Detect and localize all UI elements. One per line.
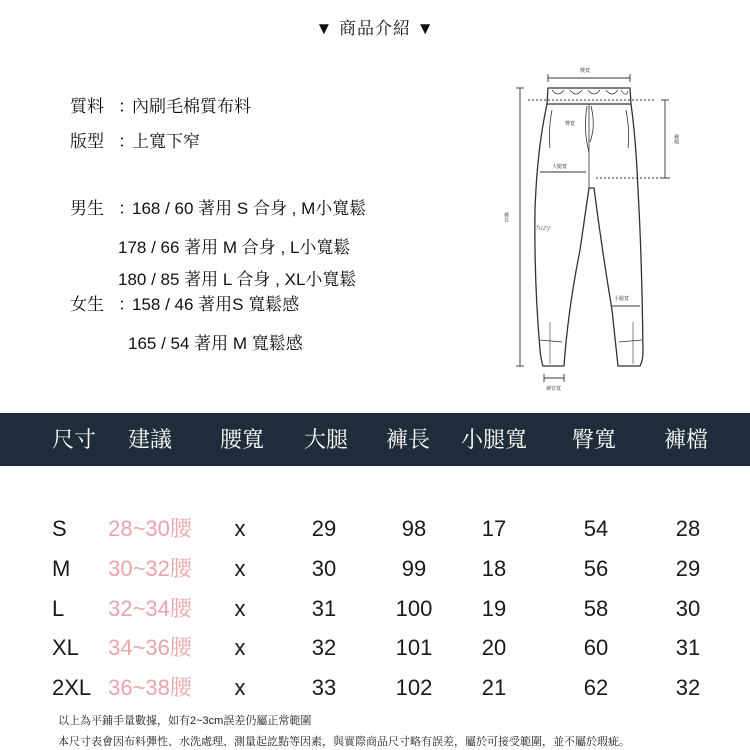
women-fit-2: 165 / 54 著用 M 寬鬆感 xyxy=(128,334,303,353)
cell-waist: x xyxy=(234,596,246,621)
cell-size: S xyxy=(52,516,67,541)
table-row xyxy=(0,630,750,666)
note-1: 以上為平鋪手量數據，如有2~3cm誤差仍屬正常範圍 xyxy=(58,715,312,727)
cut-label: 版型 xyxy=(70,132,104,151)
cell-size: M xyxy=(52,556,71,581)
diagram-thigh-label: 大腿寬 xyxy=(552,164,568,170)
header-waist: 腰寬 xyxy=(219,427,265,452)
cell-thigh: 33 xyxy=(311,675,337,700)
cut-line xyxy=(70,133,200,150)
men-label: 男生 xyxy=(70,199,104,218)
diagram-watermark: fuzy xyxy=(536,224,551,232)
size-table-header xyxy=(0,413,750,466)
cell-length: 101 xyxy=(395,635,433,660)
header-thigh: 大腿 xyxy=(303,427,349,452)
material-line xyxy=(70,98,251,115)
header-rise: 褲檔 xyxy=(663,427,709,452)
cell-thigh: 31 xyxy=(311,596,337,621)
women-line-1 xyxy=(70,296,299,313)
cell-suggested-waist: 36~38腰 xyxy=(108,675,192,700)
cell-suggested-waist: 28~30腰 xyxy=(108,516,192,541)
header-size: 尺寸 xyxy=(51,427,97,452)
women-label: 女生 xyxy=(70,295,104,314)
cell-thigh: 32 xyxy=(311,635,337,660)
women-fit-1: 158 / 46 著用S 寬鬆感 xyxy=(132,295,300,314)
diagram-hip-label: 臀寬 xyxy=(565,121,576,127)
material-label: 質料 xyxy=(70,97,104,116)
pants-measurement-diagram xyxy=(490,60,700,400)
cell-thigh: 30 xyxy=(311,556,337,581)
cell-rise: 31 xyxy=(675,635,701,660)
cell-thigh: 29 xyxy=(311,516,337,541)
header-suggested: 建議 xyxy=(127,427,173,452)
cell-rise: 29 xyxy=(675,556,701,581)
cell-length: 102 xyxy=(395,675,433,700)
section-title: ▼ 商品介紹 ▼ xyxy=(315,19,435,38)
cell-length: 99 xyxy=(401,556,427,581)
cell-calf: 19 xyxy=(481,596,507,621)
diagram-waist-label: 腰寬 xyxy=(580,68,591,74)
cell-calf: 21 xyxy=(481,675,507,700)
diagram-length-label: 褲長 xyxy=(503,212,509,222)
cell-waist: x xyxy=(234,516,246,541)
cell-waist: x xyxy=(234,556,246,581)
men-line-1 xyxy=(70,200,366,217)
note-2: 本尺寸表會因布料彈性、水洗處理、測量起訖點等因素，與實際商品尺寸略有誤差，屬於可接受範圍，並不屬於瑕疵。 xyxy=(58,736,630,748)
men-fit-1: 168 / 60 著用 S 合身 , M小寬鬆 xyxy=(132,199,367,218)
cell-size: 2XL xyxy=(52,675,92,700)
cell-rise: 32 xyxy=(675,675,701,700)
cell-suggested-waist: 30~32腰 xyxy=(108,556,192,581)
men-sep: ： xyxy=(118,199,135,218)
cell-size: L xyxy=(52,596,65,621)
cell-size: XL xyxy=(52,635,79,660)
cell-suggested-waist: 34~36腰 xyxy=(108,635,192,660)
men-fit-2: 178 / 66 著用 M 合身 , L小寬鬆 xyxy=(118,238,351,257)
diagram-hem-label: 褲管寬 xyxy=(546,386,562,392)
material-sep: ： xyxy=(118,97,135,116)
cut-sep: ： xyxy=(118,132,135,151)
cell-calf: 18 xyxy=(481,556,507,581)
cell-waist: x xyxy=(234,675,246,700)
material-value: 內刷毛棉質布料 xyxy=(132,97,251,116)
cell-rise: 28 xyxy=(675,516,701,541)
cut-value: 上寬下窄 xyxy=(132,132,200,151)
cell-hip: 62 xyxy=(583,675,609,700)
table-row xyxy=(0,670,750,706)
header-hip: 臀寬 xyxy=(571,427,617,452)
header-length: 褲長 xyxy=(385,427,431,452)
header-calf: 小腿寬 xyxy=(460,427,528,452)
cell-suggested-waist: 32~34腰 xyxy=(108,596,192,621)
cell-hip: 54 xyxy=(583,516,609,541)
cell-waist: x xyxy=(234,635,246,660)
cell-length: 98 xyxy=(401,516,427,541)
cell-hip: 56 xyxy=(583,556,609,581)
men-fit-3: 180 / 85 著用 L 合身 , XL小寬鬆 xyxy=(118,270,357,289)
table-row xyxy=(0,551,750,587)
cell-rise: 30 xyxy=(675,596,701,621)
table-row xyxy=(0,511,750,547)
cell-hip: 60 xyxy=(583,635,609,660)
cell-calf: 17 xyxy=(481,516,507,541)
cell-length: 100 xyxy=(395,596,433,621)
cell-calf: 20 xyxy=(481,635,507,660)
diagram-rise-label: 褲檔 xyxy=(673,134,679,144)
diagram-calf-label: 小腿寬 xyxy=(614,296,630,302)
cell-hip: 58 xyxy=(583,596,609,621)
table-row xyxy=(0,591,750,627)
women-sep: ： xyxy=(118,295,135,314)
